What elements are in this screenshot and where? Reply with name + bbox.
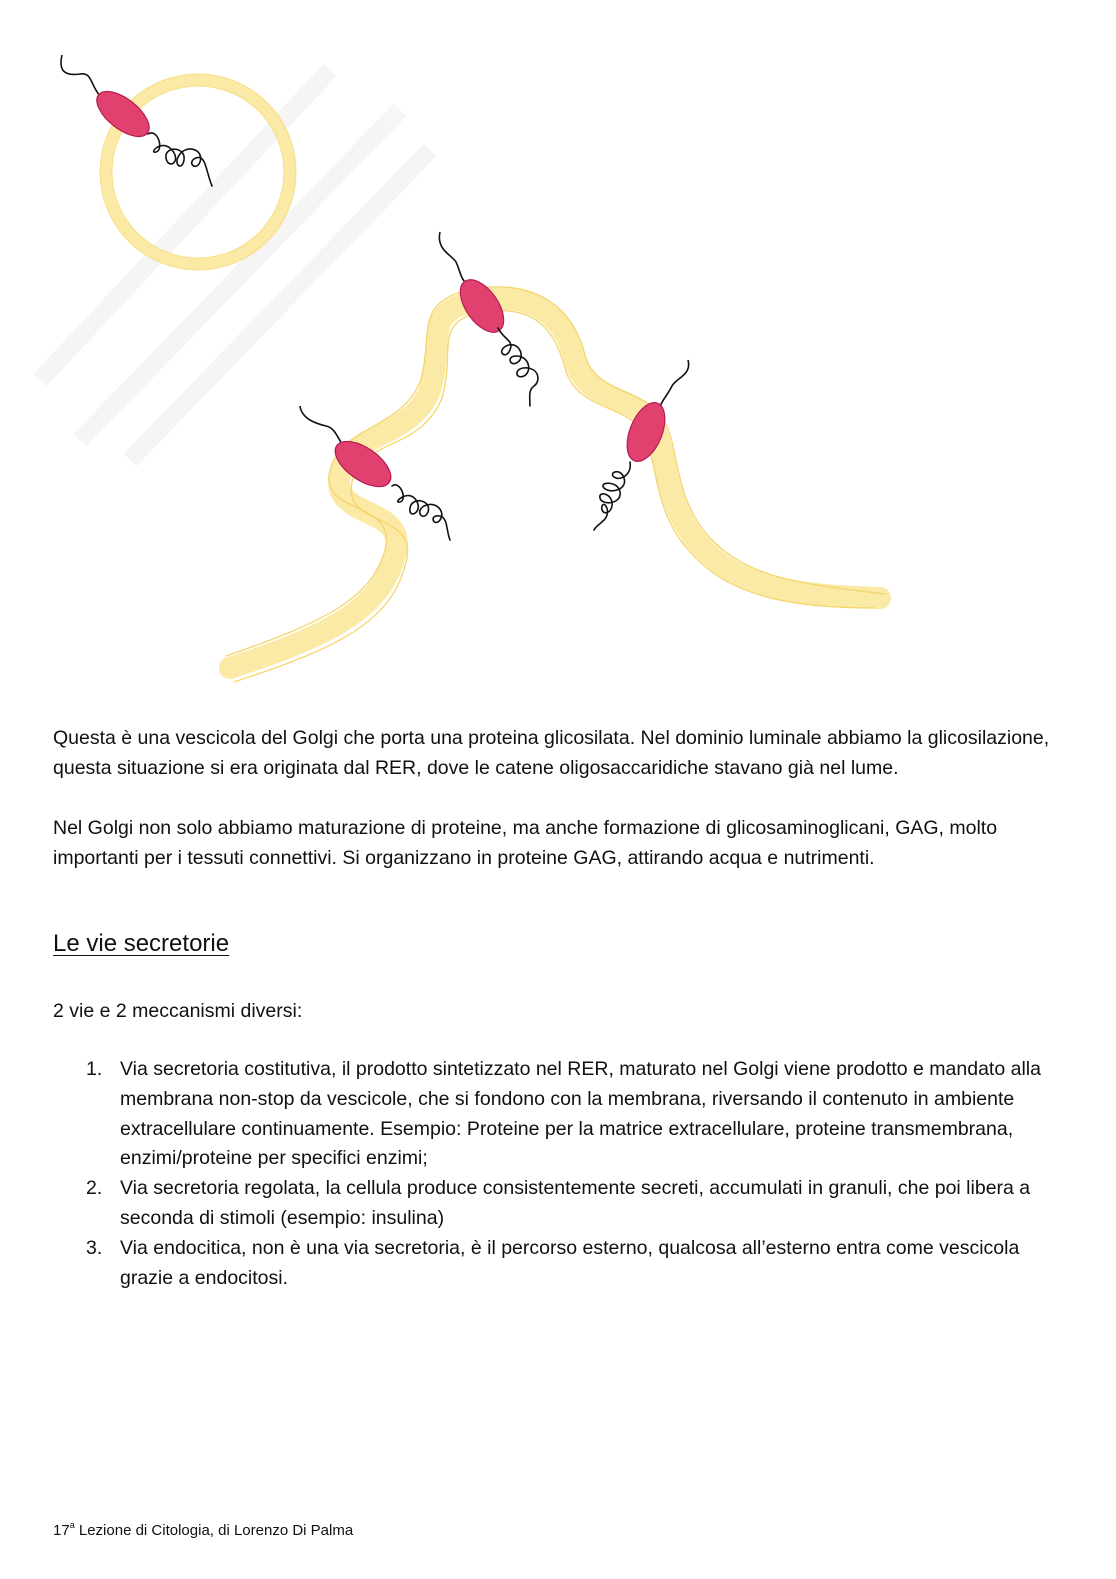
- secretory-pathways-list: [86, 1055, 1066, 1293]
- paragraph-golgi-gag: Nel Golgi non solo abbiamo maturazione di proteine, ma anche formazione di glicosaminoglicani, GAG, molto importanti per i tessuti connettivi. Si organizzano in proteine GAG, attirando acqua e nutrimenti.: [53, 817, 998, 869]
- golgi-vesicle-illustration: [0, 0, 1116, 700]
- list-item: [86, 1234, 1066, 1294]
- watermark: [40, 70, 430, 460]
- list-item-number: 1.: [86, 1058, 103, 1080]
- list-item-number: 2.: [86, 1177, 103, 1200]
- paragraph-vesicle-description: Questa è una vescicola del Golgi che porta una proteina glicosilata. Nel dominio luminale abbiamo la glicosilazione, questa situazione si era originata dal RER, dove le catene oligosaccaridiche stavano già nel lume.: [53, 727, 1050, 779]
- footer-superscript: a: [69, 1520, 75, 1530]
- intro-text: 2 vie e 2 meccanismi diversi:: [53, 1000, 303, 1022]
- footer-lesson-number: 17: [53, 1522, 70, 1539]
- list-item-text: Via secretoria costitutiva, il prodotto sintetizzato nel RER, maturato nel Golgi viene prodotto e mandato alla membrana non-stop da vescicole, che si fondono con la membrana, riversando il contenuto in ambiente extracellulare continuamente. Esempio: Proteine per la matrice extracellulare, proteine transmembrana, enzimi/proteine per specifici enzimi;: [120, 1058, 1041, 1170]
- list-item: [86, 1055, 1066, 1174]
- plasma-membrane: [226, 287, 885, 682]
- list-item-number: 3.: [86, 1236, 103, 1259]
- section-heading: Le vie secretorie: [53, 930, 230, 957]
- footer-text: Lezione di Citologia, di Lorenzo Di Palma: [74, 1522, 354, 1539]
- list-item-text: Via endocitica, non è una via secretoria, è il percorso esterno, qualcosa all’esterno entra come vescicola grazie a endocitosi.: [120, 1236, 1020, 1289]
- list-item: [86, 1174, 1066, 1234]
- page-footer: [53, 1521, 353, 1539]
- list-item-text: Via secretoria regolata, la cellula produce consistentemente secreti, accumulati in granuli, che poi libera a seconda di stimoli (esempio: insulina): [120, 1177, 1031, 1229]
